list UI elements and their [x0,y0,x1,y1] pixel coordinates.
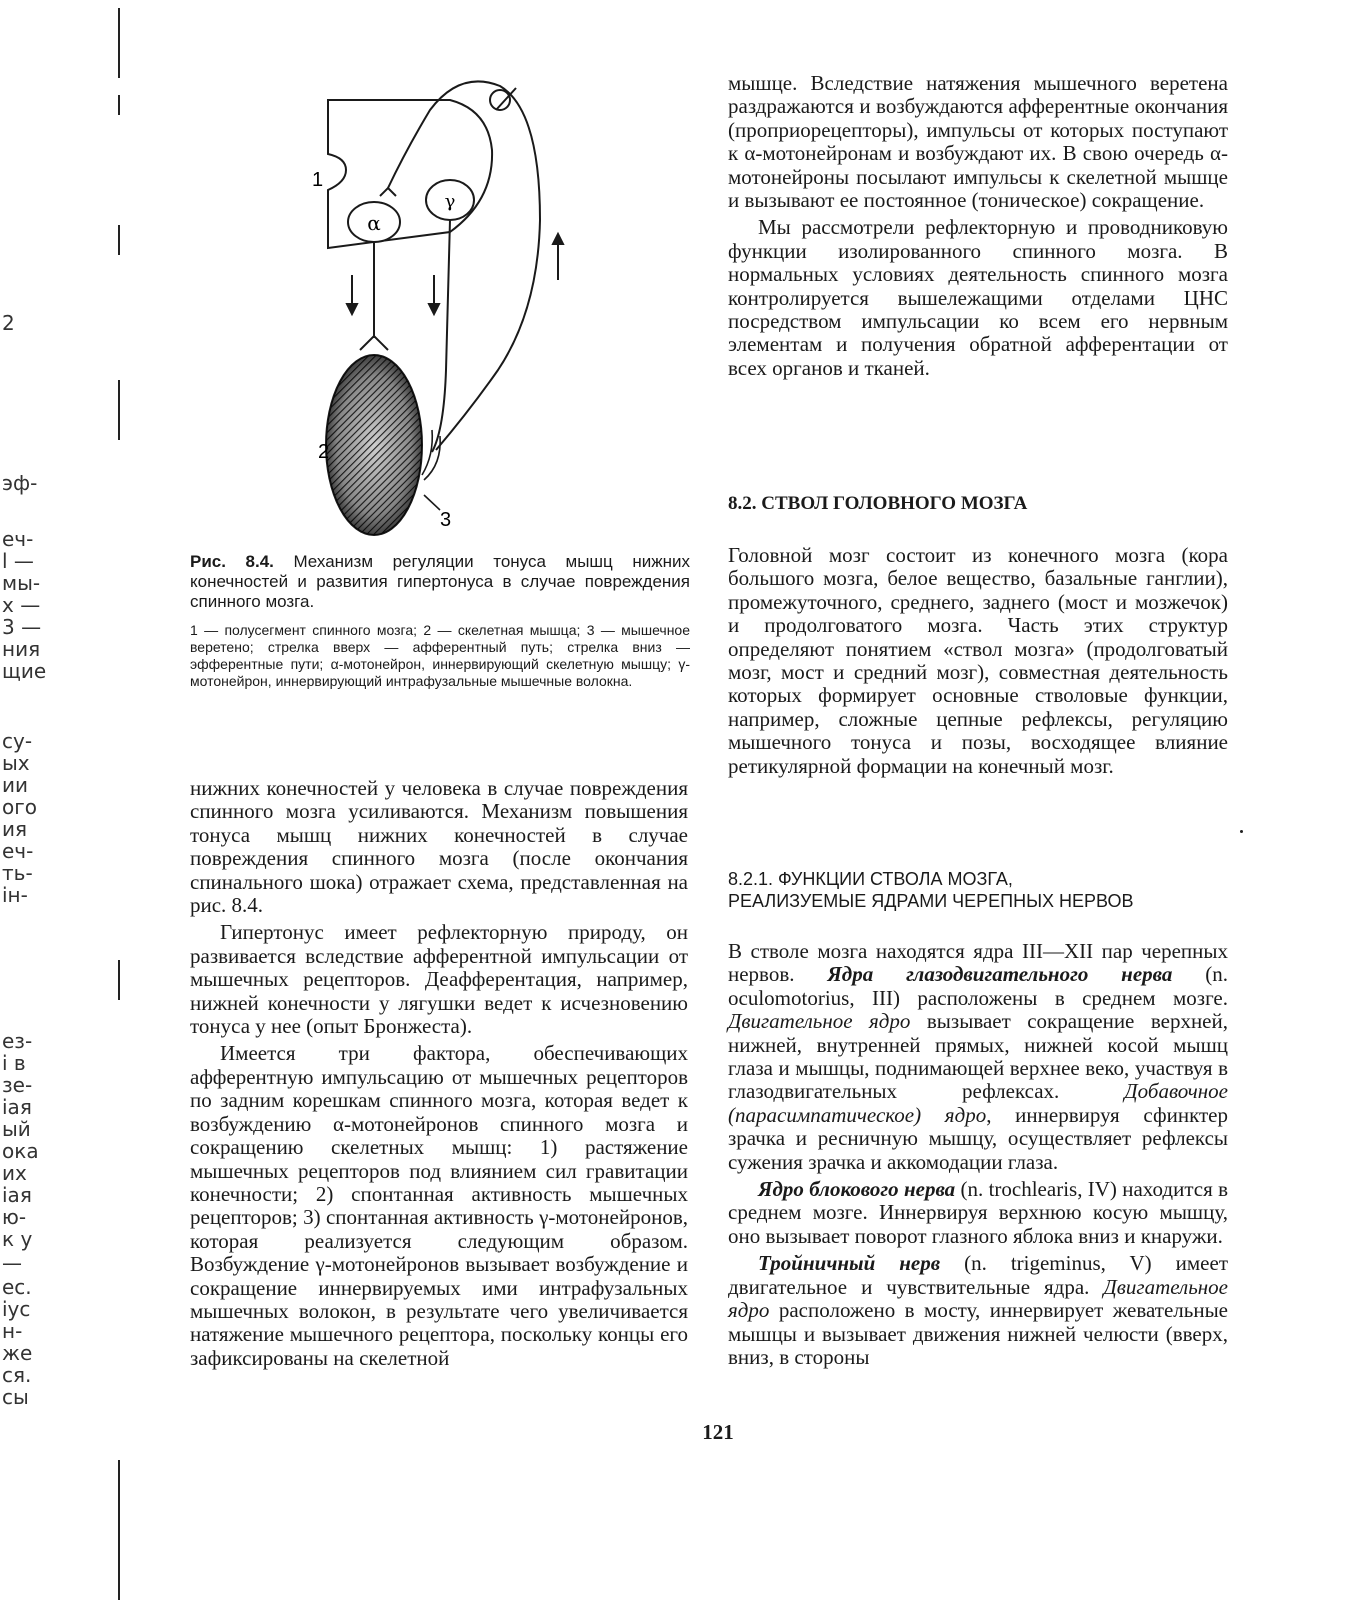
left-column [190,777,688,1370]
edge-fragment: і в [2,1051,26,1075]
section-heading-8-2: 8.2. СТВОЛ ГОЛОВНОГО МОЗГА [728,493,1028,514]
edge-fragment: ого [2,795,37,819]
text-run: В стволе мозга находятся ядра III—XII пар черепных нервов. [728,939,1228,987]
text-run: (n. trochlearis, IV) находится в среднем мозге. Иннервируя верхнюю косую мышцу, оно вызывает поворот глазного яблока вниз и кнаружи. [728,1177,1228,1248]
edge-fragment: іая [2,1095,32,1119]
bold-italic-term: Ядра глазодвигательного нерва [827,962,1173,987]
label-1: 1 [312,169,324,191]
paragraph: Мы рассмотрели рефлекторную и проводниковую функции изолированного спинного мозга. В нормальных условиях деятельность спинного мозга контролируется вышележащими отделами ЦНС посредством импульсации ко всем его нервным элементам и получения обратной афферентации от всех органов и тканей. [728,215,1228,380]
label-2: 2 [318,441,330,463]
italic-term: Двигательное ядро [728,1009,911,1034]
paragraph: мышце. Вследствие натяжения мышечного веретена раздражаются и возбуждаются афферентные окончания (проприорецепторы), импульсы от которых поступают к α-мотонейронам и возбуждают их. В свою очередь α-мотонейроны посылают импульсы к скелетной мышце и вызывают ее постоянное (тоническое) сокращение. [728,71,1228,213]
text-run: расположено в мосту, иннервирует жевательные мышцы и вызывает движения нижней челюсти (вверх, вниз, в стороны [728,1298,1228,1369]
right-column-top [728,72,1228,380]
edge-fragment: ін- [2,883,28,907]
text-run: (n. oculomotorius, III) расположены в среднем мозге. [728,962,1228,1010]
edge-fragment: к у [2,1227,33,1251]
scan-line [118,960,120,1000]
gamma-efferent [432,220,450,452]
edge-fragment: 3 — [2,615,42,639]
alpha-label: α [367,211,381,235]
edge-fragment: ока [2,1139,39,1163]
text-run: (n. trigeminus, V) имеет двигательное и чувствительные ядра. [728,1251,1228,1299]
right-column-mid [728,544,1228,778]
figure-caption [190,552,690,690]
scan-line [118,95,120,115]
edge-fragment: 2 [2,311,15,335]
text-run: вызывает сокращение верхней, нижней, внутренней прямых, нижней косой мышц глаза и мышцы, поднимающей верхнее веко, участвуя в глазодвигательных рефлексах. [728,1009,1228,1104]
edge-fragment: ния [2,637,41,661]
edge-fragment: н- [2,1319,23,1343]
scan-line [118,225,120,255]
edge-fragment: ес. [2,1275,32,1299]
italic-term: Двигательное ядро [728,1274,1228,1323]
facing-page-fragments [0,0,70,1600]
subsection-heading-8-2-1 [728,868,1248,912]
edge-fragment: ез- [2,1029,33,1053]
edge-fragment: зе- [2,1073,33,1097]
paragraph [728,1252,1228,1369]
page-number: 121 [702,1420,734,1444]
paragraph: Имеется три фактора, обеспечивающих афферентную импульсацию от мышечных рецепторов по задним корешкам спинного мозга, которая ведет к возбуждению α-мотонейронов спинного мозга и сокращению скелетных мышц: 1) растяжение мышечных рецепторов под влиянием сил гравитации конечности; 2) спонтанная активность мышечных рецепторов; 3) спонтанная активность γ-мотонейронов, которая реализуется следующим образом. Возбуждение γ-мотонейронов вызывает возбуждение и сокращение иннервируемых ими интрафузальных мышечных волокон, в результате чего увеличивается натяжение мышечного рецептора, поскольку концы его зафиксированы на скелетной [190,1041,688,1370]
edge-fragment: ть- [2,861,33,885]
bold-italic-term: Ядро блокового нерва [758,1177,956,1202]
heading-line: РЕАЛИЗУЕМЫЕ ЯДРАМИ ЧЕРЕПНЫХ НЕРВОВ [728,891,1134,911]
gamma-label: γ [444,191,456,212]
edge-fragment: мы- [2,571,41,595]
edge-fragment: ых [2,751,30,775]
caption-main [190,552,690,612]
caption-legend: 1 — полусегмент спинного мозга; 2 — скелетная мышца; 3 — мышечное веретено; стрелка вверх — афферентный путь; стрелка вниз — эфферентные пути; α-мотонейрон, иннервирующий скелетную мышцу; γ-мотонейрон, иннервирующий интрафузальные мышечные волокна. [190,622,690,689]
text-run: , иннервируя сфинктер зрачка и ресничную мышцу, осуществляет рефлексы сужения зрачка и аккомодации глаза. [728,1102,1228,1174]
edge-fragment: же [2,1341,33,1365]
figure-8-4 [300,70,640,540]
scan-line [118,8,120,78]
edge-fragment: эф- [2,471,38,495]
edge-fragment: их [2,1161,27,1185]
print-speck [1240,830,1243,833]
edge-fragment: ся. [2,1363,32,1387]
synapse [380,188,396,196]
edge-fragment: сы [2,1385,29,1409]
scan-line [118,380,120,440]
edge-fragment: l — [2,549,34,573]
edge-fragment: еч- [2,839,34,863]
caption-label: Рис. 8.4. [190,552,274,571]
paragraph: Головной мозг состоит из конечного мозга (кора большого мозга, белое вещество, базальные ганглии), промежуточного, среднего, заднего (мост и мозжечок) и продолговатого мозга. Часть этих структур определяют понятием «ствол мозга» (продолговатый мозг, мост и средний мозг), совместная деятельность которых формирует основные стволовые функции, например, сложные цепные рефлексы, регуляцию мышечного тонуса и позы, восходящее влияние ретикулярной формации на конечный мозг. [728,543,1228,778]
edge-fragment: щие [2,659,47,683]
edge-fragment: — [2,1251,22,1275]
caption-text: Механизм регуляции тонуса мышц нижних конечностей и развития гипертонуса в случае повреждения спинного мозга. [190,552,690,611]
edge-fragment: ю- [2,1205,27,1229]
edge-fragment: іая [2,1183,32,1207]
label-3: 3 [440,509,452,531]
right-column-bottom [728,940,1228,1369]
efferent-arrow [347,275,439,314]
paragraph [728,1178,1228,1248]
italic-term: Добавочное (парасимпатическое) ядро [728,1079,1228,1127]
bold-italic-term: Тройничный нерв [758,1251,941,1276]
edge-fragment: ия [2,817,28,841]
heading-line: 8.2.1. ФУНКЦИИ СТВОЛА МОЗГА, [728,869,1013,889]
edge-fragment: ии [2,773,28,797]
edge-fragment: су- [2,729,33,753]
edge-fragment: x — [2,593,41,617]
scan-line [118,1460,120,1600]
edge-fragment: еч- [2,527,34,551]
paragraph: Гипертонус имеет рефлекторную природу, он развивается вследствие афферентной импульсации от мышечных рецепторов. Деафферентация, например, нижней конечности у лягушки ведет к исчезновению тонуса у нее (опыт Бронжеста). [190,920,688,1039]
edge-fragment: іус [2,1297,31,1321]
afferent-arrow [553,234,563,280]
edge-fragment: ый [2,1117,31,1141]
figure-diagram [300,70,640,540]
paragraph [728,940,1228,1174]
paragraph: нижних конечностей у человека в случае повреждения спинного мозга усиливаются. Механизм повышения тонуса мышц нижних конечностей в случае повреждения спинного мозга (после окончания спинального шока) отражает схема, представленная на рис. 8.4. [190,776,688,918]
